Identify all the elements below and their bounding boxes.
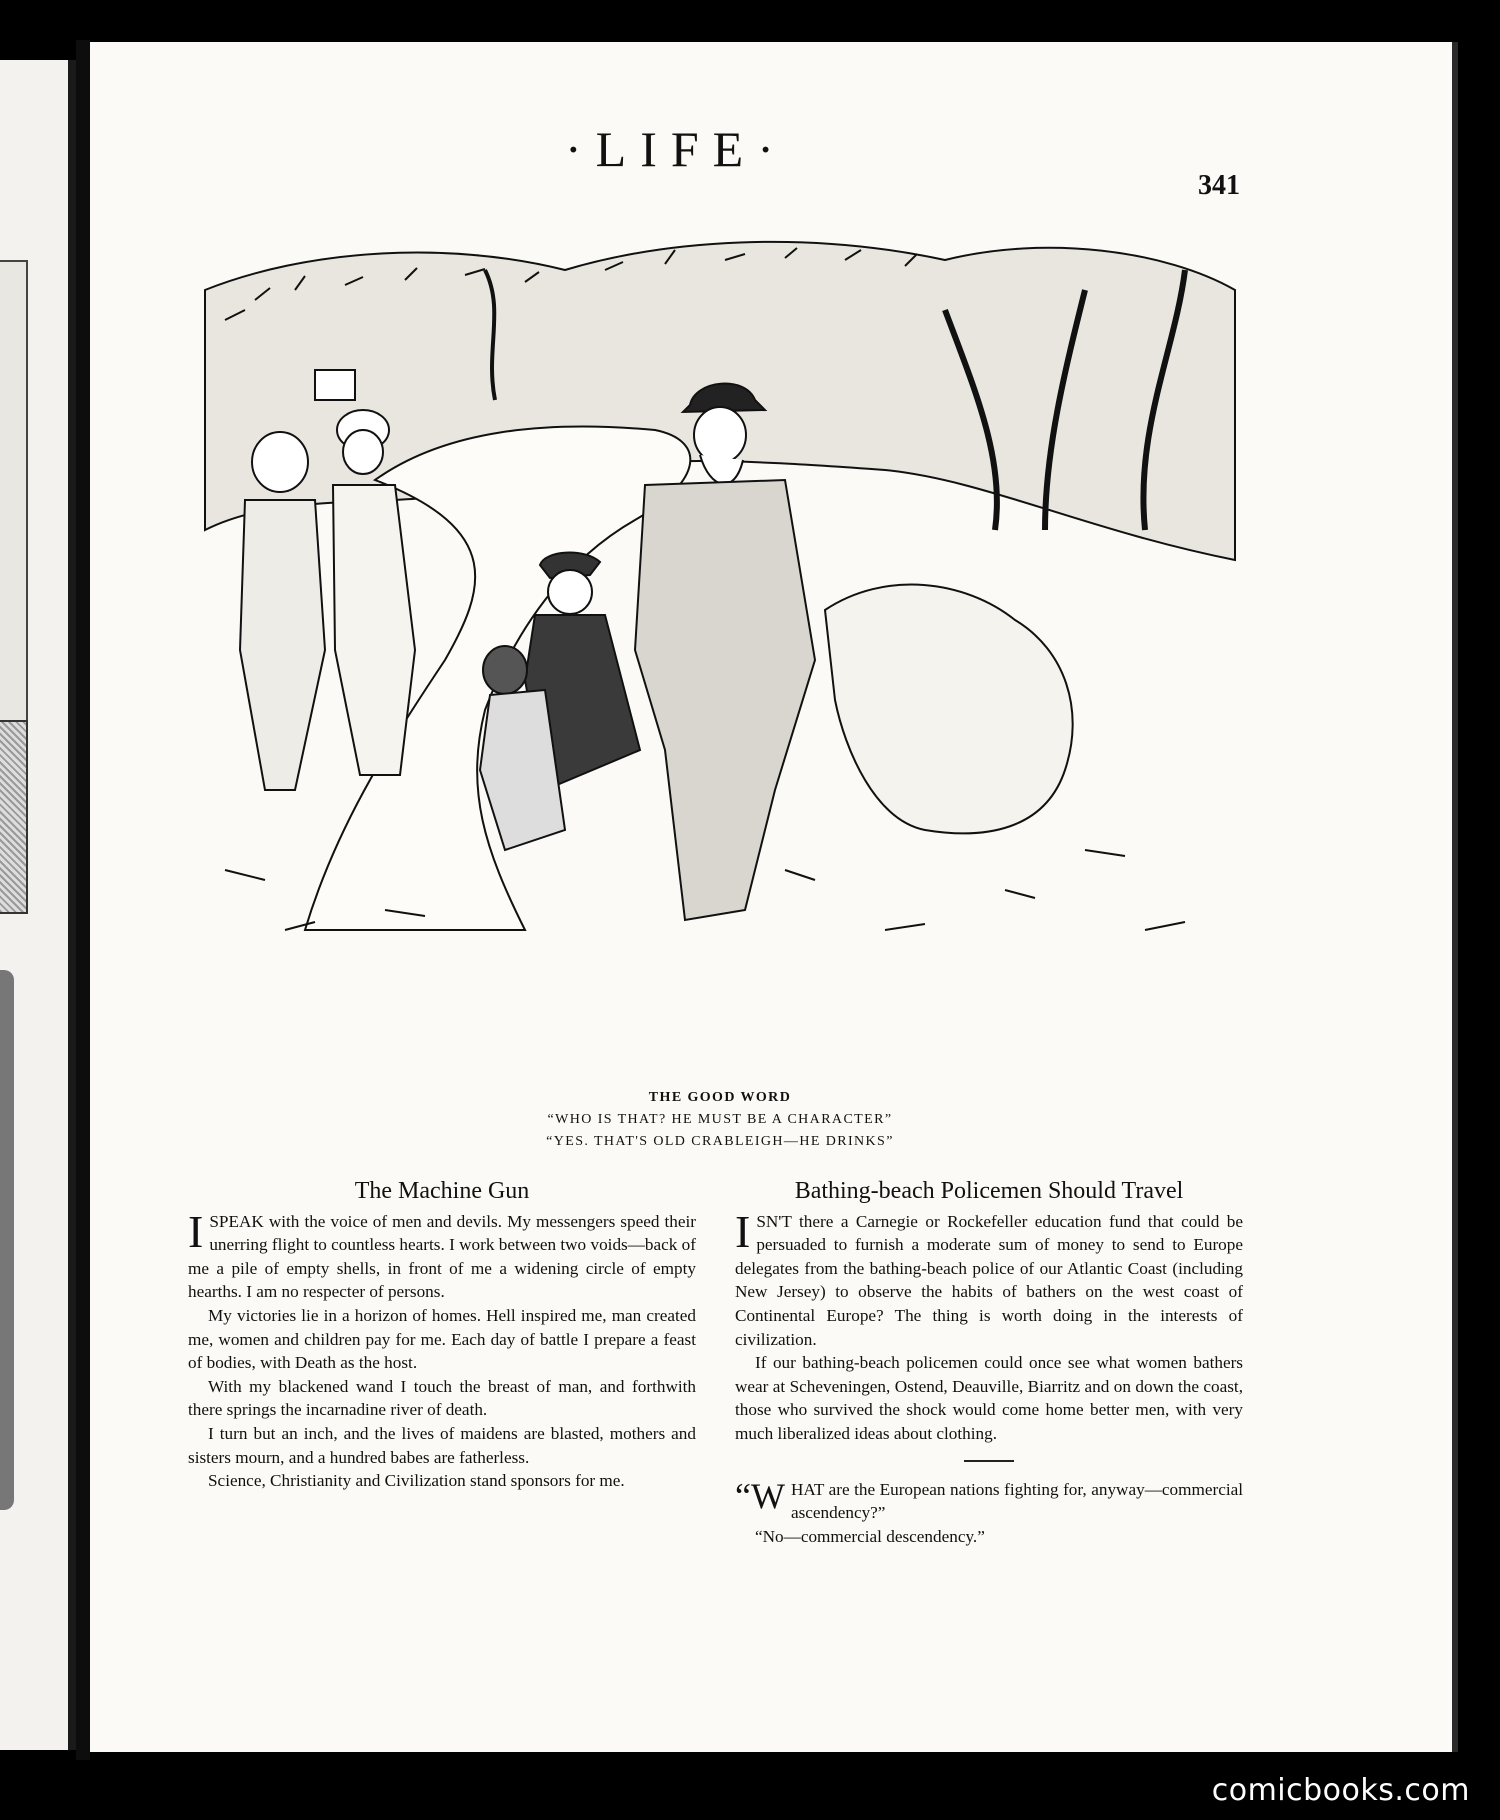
article-paragraph: My victories lie in a horizon of homes. Hell inspired me, man created me, women and children pay for me. Each day of battle I prepare a feast of bodies, with Death as the host. <box>188 1305 696 1373</box>
drop-cap: “W <box>735 1475 785 1516</box>
article-paragraph: Science, Christianity and Civilization stand sponsors for me. <box>208 1471 625 1491</box>
page-edge <box>1452 42 1458 1752</box>
page-number: 341 <box>1198 170 1240 201</box>
left-page-illustration-fragment <box>0 720 28 914</box>
page-edge <box>68 60 76 1750</box>
left-page-edge-shadow <box>0 970 14 1510</box>
article-bathing-beach <box>735 1180 1243 1548</box>
joke-paragraph: “WHAT are the European nations fighting for, anyway—commercial ascendency?” <box>735 1475 1243 1523</box>
cartoon-caption-line: “WHO IS THAT? HE MUST BE A CHARACTER” <box>547 1112 893 1127</box>
article-title: Bathing-beach Policemen Should Travel <box>794 1178 1184 1204</box>
section-divider <box>964 1460 1014 1462</box>
book-gutter <box>76 40 90 1760</box>
masthead: ·LIFE· <box>565 121 788 177</box>
left-page-illustration-fragment <box>0 260 28 724</box>
article-paragraph: If our bathing-beach policemen could once see what women bathers wear at Scheveningen, Ostend, Deauville, Biarritz and on down the coast, those who survived the shock would come home better men, with very much liberalized ideas about clothing. <box>735 1353 1243 1443</box>
cartoon-illustration <box>185 230 1255 1090</box>
joke-paragraph: “No—commercial descendency.” <box>755 1526 985 1546</box>
article-machine-gun <box>188 1180 696 1493</box>
left-page-fragment <box>0 60 76 1750</box>
article-paragraph: ISN'T there a Carnegie or Rockefeller education fund that could be persuaded to furnish a moderate sum of money to send to Europe delegates from the bathing-beach police of our Atlantic Coast (including New Jersey) to observe the habits of bathers on the west coast of Continental Europe? The thing is worth doing in the interests of civilization. <box>735 1205 1243 1349</box>
drop-cap: I <box>188 1205 204 1257</box>
article-paragraph: I turn but an inch, and the lives of maidens are blasted, mothers and sisters mourn, and a hundred babes are fatherless. <box>188 1423 696 1467</box>
article-paragraph: With my blackened wand I touch the breast of man, and forthwith there springs the incarnadine river of death. <box>188 1376 696 1420</box>
watermark: comicbooks.com <box>1211 1773 1470 1808</box>
article-title: The Machine Gun <box>354 1178 530 1204</box>
cartoon-caption-title: THE GOOD WORD <box>648 1090 792 1105</box>
cartoon-caption-line: “YES. THAT'S OLD CRABLEIGH—HE DRINKS” <box>546 1134 894 1149</box>
article-paragraph: ISPEAK with the voice of men and devils. My messengers speed their unerring flight to countless hearts. I work between two voids—back of me a pile of empty shells, in front of me a widening circle of empty hearths. I am no respecter of persons. <box>188 1205 696 1302</box>
drop-cap: I <box>735 1205 751 1257</box>
